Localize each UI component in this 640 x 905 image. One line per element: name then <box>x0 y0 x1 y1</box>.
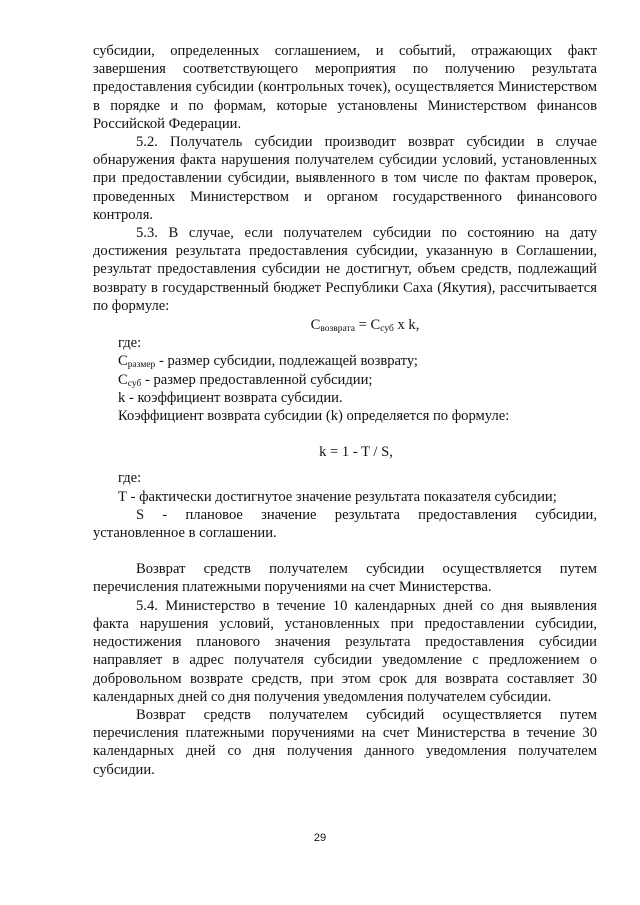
paragraph-5-4: 5.4. Министерство в течение 10 календарных дней со дня выявления факта нарушения условий, установленных при предоставлении субсидии, недостижения планового значения результата предоставления субсидии направляет в адрес получателя субсидии уведомление с предложением о добровольном возврате средств, при этом срок для возврата составляет 30 календарных дней со дня получения уведомления получателем субсидии. <box>93 597 597 705</box>
definition-refund-size: $С_{размер}$ - размер субсидии, подлежащей возврату; <box>118 353 418 371</box>
where-label: где: <box>118 335 142 352</box>
definition-coefficient: k - коэффициент возврата субсидии. <box>118 389 343 406</box>
where-label-2: где: <box>118 470 142 487</box>
document-body <box>93 42 597 779</box>
paragraph-continuation: субсидии, определенных соглашением, и событий, отражающих факт завершения соответствующего мероприятия по получению результата предоставления субсидии (контрольных точек), осуществляется Министерством в порядке и по формам, которые установлены Министерством финансов Российской Федерации. <box>93 43 597 132</box>
paragraph-5-2: 5.2. Получатель субсидии производит возврат субсидии в случае обнаружения факта нарушения получателем субсидии условий, установленных при предоставлении субсидии, выявленного в том числе по фактам проверок, проведенных Министерством и органом государственного финансового контроля. <box>93 134 597 223</box>
paragraph-refund-method: Возврат средств получателем субсидии осуществляется путем перечисления платежными поручениями на счет Министерства. <box>93 561 597 596</box>
formula-refund-amount: $С_{возврата} = С_{суб}$ x k, <box>310 317 420 335</box>
paragraph-gap <box>93 542 597 560</box>
formula-coefficient: k = 1 - T / S, <box>319 444 393 461</box>
definition-s: S - плановое значение результата предоставления субсидии, установленное в соглашении. <box>93 506 597 542</box>
coefficient-intro: Коэффициент возврата субсидии (k) определяется по формуле: <box>118 408 510 425</box>
paragraph-5-3: 5.3. В случае, если получателем субсидии по состоянию на дату достижения результата предоставления субсидии, указанную в Соглашении, результат предоставления субсидии не достигнут, объем средств, подлежащий возврату в государственный бюджет Республики Саха (Якутия), рассчитывается по формуле: <box>93 225 597 314</box>
paragraph-refund-deadline: Возврат средств получателем субсидий осуществляется путем перечисления платежными поручениями на счет Министерства в течение 30 календарных дней со дня получения данного уведомления получателем субсидии. <box>93 706 597 778</box>
page-number: 29 <box>313 832 327 844</box>
definition-t: Т - фактически достигнутое значение результата показателя субсидии; <box>118 488 557 505</box>
definition-subsidy-size: $С_{суб}$ - размер предоставленной субсидии; <box>118 371 373 389</box>
